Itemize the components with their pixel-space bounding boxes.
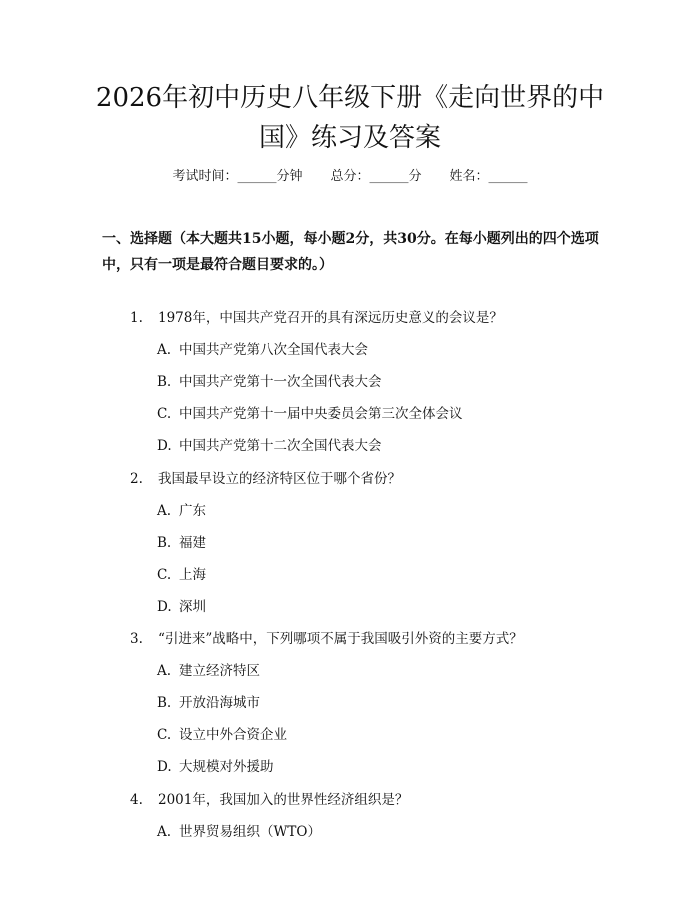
question-item (130, 629, 523, 649)
option-text: 建立经济特区 (179, 663, 260, 679)
question-number: 4. (130, 792, 143, 808)
option-letter: A. (157, 342, 172, 358)
section-heading: 一、选择题（本大题共15小题，每小题2分，共30分。在每小题列出的四个选项中，只有一项是最符合题目要求的。） (102, 231, 599, 273)
option-text: 世界贸易组织（WTO） (179, 824, 321, 840)
question-text: 2001年，我国加入的世界性经济组织是？ (158, 792, 409, 808)
title-line-2: 国》练习及答案 (258, 123, 441, 153)
option-letter: D. (157, 438, 172, 454)
option-letter: C. (157, 727, 172, 743)
question-number: 1. (130, 310, 143, 326)
question-item (130, 790, 408, 810)
option-text: 广东 (179, 503, 206, 519)
question-item (130, 469, 401, 489)
option-letter: A. (157, 663, 172, 679)
option-letter: A. (157, 503, 172, 519)
exam-time-field: 考试时间：______分钟 (172, 169, 303, 184)
option-letter: D. (157, 599, 172, 615)
option-text: 中国共产党第八次全国代表大会 (179, 342, 368, 358)
option-item (157, 533, 206, 553)
option-letter: B. (157, 374, 172, 390)
question-text: “引进来”战略中，下列哪项不属于我国吸引外资的主要方式？ (158, 631, 523, 647)
option-letter: C. (157, 406, 172, 422)
option-item (157, 565, 206, 585)
option-item (157, 436, 382, 456)
option-text: 开放沿海城市 (179, 695, 260, 711)
option-item (157, 661, 260, 681)
option-letter: B. (157, 535, 172, 551)
option-letter: D. (157, 759, 172, 775)
title-line-1: 2026年初中历史八年级下册《走向世界的中 (95, 83, 605, 113)
option-text: 中国共产党第十一届中央委员会第三次全体会议 (179, 406, 463, 422)
document-title (60, 78, 640, 158)
question-text: 1978年，中国共产党召开的具有深远历史意义的会议是？ (158, 310, 503, 326)
option-item (157, 822, 321, 842)
option-letter: B. (157, 695, 172, 711)
option-item (157, 501, 206, 521)
option-text: 中国共产党第十二次全国代表大会 (179, 438, 382, 454)
question-number: 3. (130, 631, 143, 647)
option-item (157, 757, 274, 777)
name-field: 姓名：______ (449, 169, 528, 184)
question-item (130, 308, 503, 328)
option-item (157, 340, 368, 360)
question-text: 我国最早设立的经济特区位于哪个省份？ (158, 471, 401, 487)
option-item (157, 404, 463, 424)
option-item (157, 597, 206, 617)
option-letter: A. (157, 824, 172, 840)
option-text: 大规模对外援助 (179, 759, 274, 775)
option-item (157, 693, 260, 713)
option-item (157, 725, 287, 745)
option-text: 上海 (179, 567, 206, 583)
option-text: 深圳 (179, 599, 206, 615)
option-text: 福建 (179, 535, 206, 551)
option-letter: C. (157, 567, 172, 583)
option-item (157, 372, 382, 392)
option-text: 中国共产党第十一次全国代表大会 (179, 374, 382, 390)
exam-info-line (0, 167, 700, 187)
question-number: 2. (130, 471, 143, 487)
option-text: 设立中外合资企业 (179, 727, 287, 743)
total-score-field: 总分：______分 (330, 169, 422, 184)
